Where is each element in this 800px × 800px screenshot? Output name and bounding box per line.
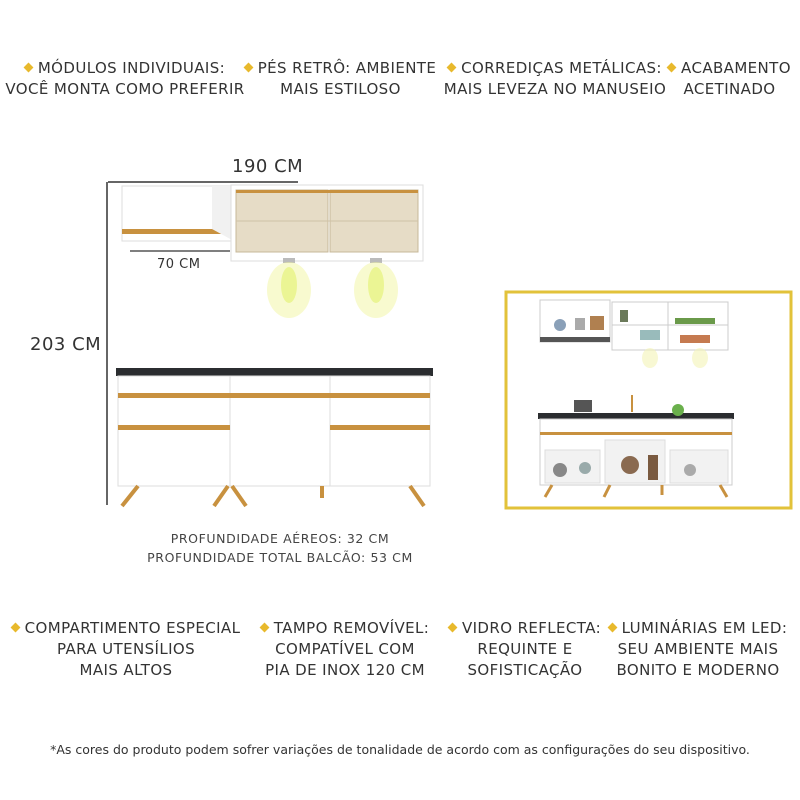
upper-glass-cabinet xyxy=(231,185,423,263)
feature-title: COMPARTIMENTO ESPECIAL xyxy=(24,619,241,637)
diamond-bullet-icon xyxy=(259,623,269,633)
width-dimension-label: 190 CM xyxy=(232,156,304,177)
feature-text: MAIS ESTILOSO xyxy=(280,80,401,98)
disclaimer-text: *As cores do produto podem sofrer variações de tonalidade de acordo com as configurações do seu dispositivo. xyxy=(50,742,750,757)
diamond-bullet-icon xyxy=(10,623,20,633)
feature-text: MAIS LEVEZA NO MANUSEIO xyxy=(443,80,667,98)
feature-text: SEU AMBIENTE MAIS xyxy=(617,640,779,658)
feature-title: MÓDULOS INDIVIDUAIS: xyxy=(37,59,226,77)
feature-text: ACETINADO xyxy=(683,80,776,98)
module-dimension-label: 70 CM xyxy=(157,257,201,272)
led-light-glow xyxy=(267,262,398,318)
feature-text: MAIS ALTOS xyxy=(79,661,173,679)
feature-text: COMPATÍVEL COM xyxy=(275,640,415,658)
feature-text: REQUINTE E xyxy=(477,640,573,658)
feature-text: VOCÊ MONTA COMO PREFERIR xyxy=(5,80,245,98)
feature-title: VIDRO REFLECTA: xyxy=(461,619,602,637)
feature-luminarias xyxy=(600,618,796,681)
feature-text: BONITO E MODERNO xyxy=(616,661,780,679)
feature-compartimento xyxy=(2,618,250,681)
lower-counter-cabinet xyxy=(116,368,433,506)
depth-upper-label: PROFUNDIDADE AÉREOS: 32 CM xyxy=(170,531,390,546)
feature-vidro xyxy=(440,618,610,681)
feature-title: CORREDIÇAS METÁLICAS: xyxy=(461,59,662,77)
kitchen-photo-inset xyxy=(506,292,791,508)
upper-left-cabinet xyxy=(122,186,234,241)
feature-text: SOFISTICAÇÃO xyxy=(467,661,583,679)
feature-title: TAMPO REMOVÍVEL: xyxy=(273,619,430,637)
feature-text: PIA DE INOX 120 CM xyxy=(265,661,425,679)
feature-title: LUMINÁRIAS EM LED: xyxy=(621,619,788,637)
diamond-bullet-icon xyxy=(447,623,457,633)
depth-total-label: PROFUNDIDADE TOTAL BALCÃO: 53 CM xyxy=(147,550,413,565)
feature-text: PARA UTENSÍLIOS xyxy=(56,640,196,658)
feature-title: PÉS RETRÔ: AMBIENTE xyxy=(257,59,437,77)
feature-title: ACABAMENTO xyxy=(681,59,791,77)
feature-tampo xyxy=(250,618,440,681)
diamond-bullet-icon xyxy=(607,623,617,633)
height-dimension-label: 203 CM xyxy=(30,334,102,355)
